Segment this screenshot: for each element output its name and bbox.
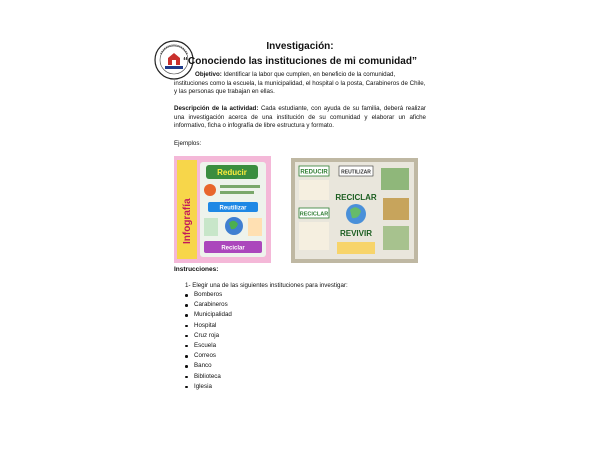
list-item: Carabineros (183, 301, 232, 311)
list-item: Biblioteca (183, 373, 232, 383)
objective-text: Identificar la labor que cumplen, en beneficio de la comunidad, instituciones como la escuela, la municipalidad, el hospital o la posta, Carabineros de Chile, y las personas que trabajan en ellas. (174, 71, 426, 96)
instruction-step-1: 1- Elegir una de las siguientes instituciones para investigar: (185, 282, 348, 289)
examples-label: Ejemplos: (174, 140, 202, 147)
example1-mid-label: Reutilizar (219, 205, 247, 212)
activity-text: Cada estudiante, con ayuda de su familia, deberá realizar una investigación acerca de una institución de su comunidad y elaborar un afiche informativo, ficha o infografía de libre estructura y formato. (174, 105, 426, 130)
page-subtitle: “Conociendo las instituciones de mi comunidad” (183, 56, 417, 67)
list-item: Escuela (183, 342, 232, 352)
list-item: Bomberos (183, 291, 232, 301)
activity-paragraph (174, 105, 426, 131)
example2-reducir: REDUCIR (300, 169, 328, 176)
example-poster-image (291, 158, 418, 263)
example1-headline: Reducir (217, 168, 247, 177)
list-item: Hospital (183, 322, 232, 332)
institution-options-list (183, 291, 232, 393)
list-item: Municipalidad (183, 311, 232, 321)
example-infographic-image (174, 156, 271, 263)
list-item: Banco (183, 362, 232, 372)
example2-reutilizar: REUTILIZAR (341, 169, 371, 176)
example2-reciclar: RECICLAR (299, 211, 329, 218)
list-item: Iglesia (183, 383, 232, 393)
example2-center-bottom: REVIVIR (339, 229, 373, 238)
list-item: Cruz roja (183, 332, 232, 342)
example1-side-title: Infografía (182, 198, 193, 244)
activity-label: Descripción de la actividad: (174, 105, 259, 112)
list-item: Correos (183, 352, 232, 362)
example1-bottom-label: Reciclar (221, 245, 245, 252)
objective-label: Objetivo: (195, 71, 222, 78)
instructions-heading: Instrucciones: (174, 266, 219, 273)
objective-paragraph (174, 71, 426, 97)
example2-center-top: RECICLAR (335, 193, 377, 202)
page-title: Investigación: (266, 41, 334, 52)
